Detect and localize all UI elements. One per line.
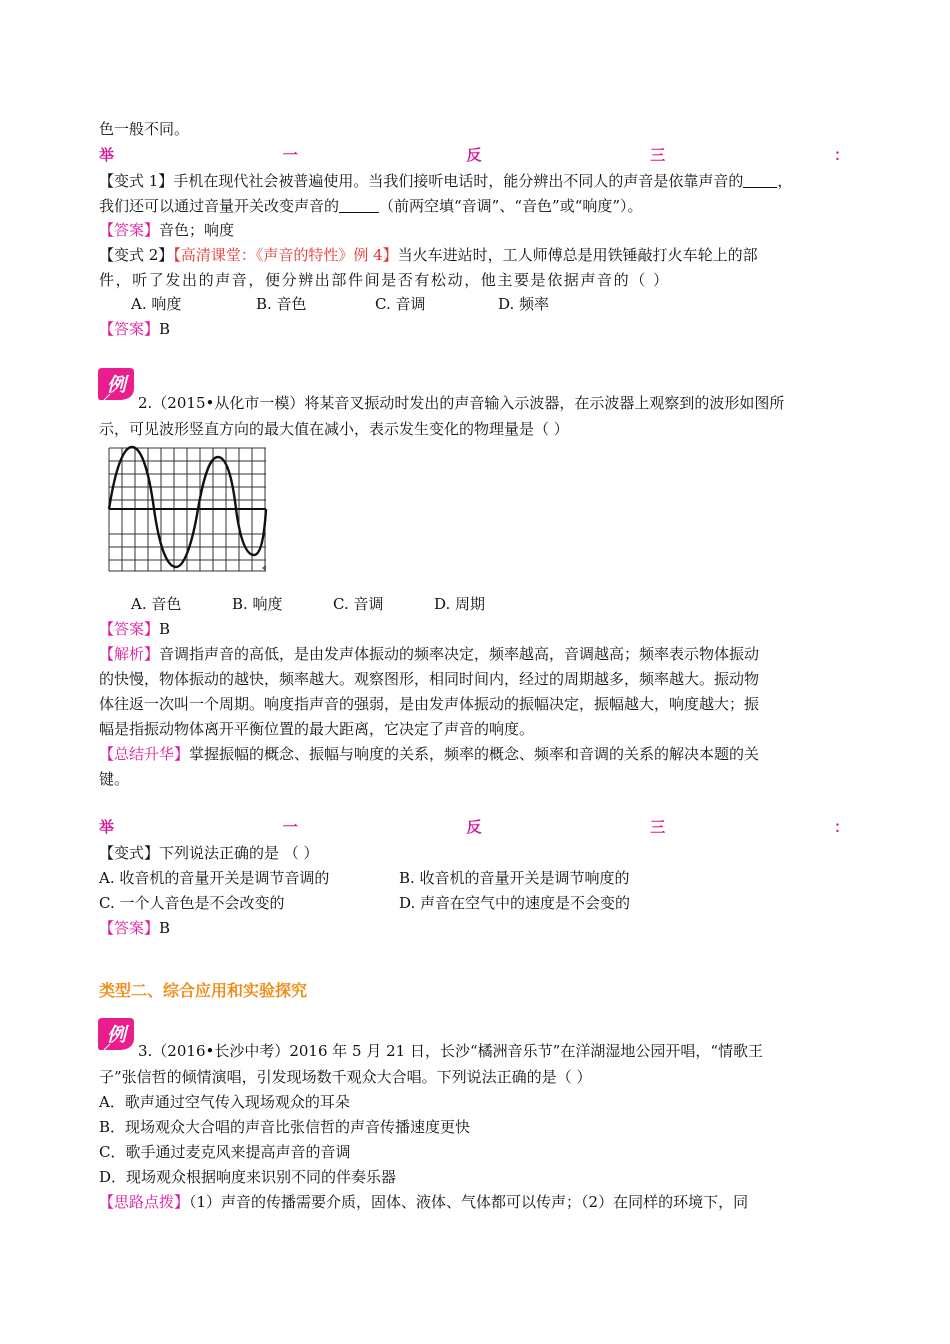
option-c: C. 音调 bbox=[375, 295, 426, 313]
option-a: A. 响度 bbox=[131, 295, 182, 313]
option-b: B. 音色 bbox=[256, 295, 307, 313]
option-d: D. 周期 bbox=[434, 595, 486, 613]
option-d: D. 声音在空气中的速度是不会变的 bbox=[399, 894, 631, 912]
variant3-tag: 【变式】 bbox=[99, 844, 160, 862]
option-a: A．歌声通过空气传入现场观众的耳朵 bbox=[99, 1093, 350, 1111]
example2-answer bbox=[99, 618, 170, 640]
variant1-tag: 【变式 1】 bbox=[99, 172, 174, 190]
summary-tag: 【总结升华】 bbox=[99, 745, 190, 763]
variant2-line1 bbox=[99, 244, 758, 266]
variant2-source: 【高清课堂：《声音的特性》例 4】 bbox=[173, 246, 398, 264]
answer-tag: 【答案】 bbox=[99, 221, 160, 239]
option-b: B．现场观众大合唱的声音比张信哲的声音传播速度更快 bbox=[99, 1118, 471, 1136]
option-c: C. 一个人音色是不会改变的 bbox=[99, 894, 285, 912]
heading-char: 一 bbox=[282, 146, 298, 164]
variant1-answer bbox=[99, 219, 234, 241]
section-heading-jyfs bbox=[99, 144, 849, 166]
heading-char: 一 bbox=[282, 818, 298, 836]
arrow-marker bbox=[262, 565, 266, 571]
answer-tag: 【答案】 bbox=[99, 320, 160, 338]
analysis-tag: 【解析】 bbox=[99, 645, 160, 663]
heading-char: 举 bbox=[99, 818, 115, 836]
analysis-line2: 的快慢，物体振动的越快，频率越大。观察图形，相同时间内，经过的周期越多，频率越大。振动物 bbox=[99, 670, 760, 688]
answer-tag: 【答案】 bbox=[99, 620, 160, 638]
variant2-line2: 件，听了发出的声音，便分辨出部件间是否有松动，他主要是依据声音的（ ） bbox=[99, 271, 670, 289]
hint-text: （1）声音的传播需要介质，固体、液体、气体都可以传声；（2）在同样的环境下，同 bbox=[189, 1193, 749, 1211]
example2-line2: 示，可见波形竖直方向的最大值在减小，表示发生变化的物理量是（ ） bbox=[99, 420, 569, 438]
option-a: A. 音色 bbox=[131, 595, 182, 613]
example2-line1: 2.（2015•从化市一模）将某音叉振动时发出的声音输入示波器，在示波器上观察到的波形如图所 bbox=[138, 394, 785, 412]
option-a: A. 收音机的音量开关是调节音调的 bbox=[99, 869, 330, 887]
answer-text: 音色；响度 bbox=[159, 221, 235, 239]
heading-char: 三 bbox=[650, 818, 666, 836]
heading-char: 反 bbox=[466, 818, 482, 836]
text-line: 色一般不同。 bbox=[99, 120, 190, 138]
analysis-line3: 体往返一次叫一个周期。响度指声音的强弱，是由发声体振动的振幅决定，振幅越大，响度越大；振 bbox=[99, 695, 760, 713]
example-badge-icon bbox=[96, 366, 136, 402]
heading-char: ： bbox=[833, 146, 849, 164]
option-c: C. 音调 bbox=[333, 595, 384, 613]
variant2-answer bbox=[99, 318, 170, 340]
heading-char: ： bbox=[833, 818, 849, 836]
variant2-tag: 【变式 2】 bbox=[99, 246, 174, 264]
section-heading-jyfs bbox=[99, 816, 849, 838]
badge-label: 例 bbox=[107, 374, 127, 396]
option-c: C．歌手通过麦克风来提高声音的音调 bbox=[99, 1143, 351, 1161]
option-d: D．现场观众根据响度来识别不同的伴奏乐器 bbox=[99, 1168, 397, 1186]
analysis-line1 bbox=[99, 643, 759, 665]
variant1-text: （前两空填“音调”、“音色”或“响度”）。 bbox=[379, 197, 643, 215]
variant1-line2 bbox=[99, 195, 643, 217]
variant2-text: 当火车进站时，工人师傅总是用铁锤敲打火车轮上的部 bbox=[397, 246, 758, 264]
answer-tag: 【答案】 bbox=[99, 919, 160, 937]
hint-line bbox=[99, 1191, 748, 1213]
example3-line2: 子”张信哲的倾情演唱，引发现场数千观众大合唱。下列说法正确的是（ ） bbox=[99, 1068, 592, 1086]
variant3-answer bbox=[99, 917, 170, 939]
oscilloscope-waveform-figure bbox=[106, 445, 270, 573]
option-d: D. 频率 bbox=[498, 295, 550, 313]
option-b: B. 收音机的音量开关是调节响度的 bbox=[399, 869, 630, 887]
heading-char: 三 bbox=[650, 146, 666, 164]
summary-text: 掌握振幅的概念、振幅与响度的关系，频率的概念、频率和音调的关系的解决本题的关 bbox=[189, 745, 760, 763]
answer-text: B bbox=[159, 620, 171, 638]
answer-text: B bbox=[159, 919, 171, 937]
example-badge-icon bbox=[96, 1016, 136, 1052]
answer-blank bbox=[339, 198, 379, 213]
heading-char: 反 bbox=[466, 146, 482, 164]
punct: ， bbox=[777, 172, 793, 190]
variant1-text: 我们还可以通过音量开关改变声音的 bbox=[99, 197, 340, 215]
example3-line1: 3.（2016•长沙中考）2016 年 5 月 21 日，长沙“橘洲音乐节”在洋湖湿地公园开唱，“情歌王 bbox=[138, 1042, 763, 1060]
summary-line2: 键。 bbox=[99, 770, 130, 788]
analysis-line4: 幅是指振动物体离开平衡位置的最大距离，它决定了声音的响度。 bbox=[99, 720, 535, 738]
answer-blank bbox=[743, 173, 777, 188]
variant1-text: 手机在现代社会被普遍使用。当我们接听电话时，能分辨出不同人的声音是依靠声音的 bbox=[173, 172, 744, 190]
section-title: 类型二、综合应用和实验探究 bbox=[99, 981, 308, 1000]
option-b: B. 响度 bbox=[232, 595, 283, 613]
analysis-text: 音调指声音的高低，是由发声体振动的频率决定，频率越高，音调越高；频率表示物体振动 bbox=[159, 645, 760, 663]
summary-line1 bbox=[99, 743, 759, 765]
heading-char: 举 bbox=[99, 146, 115, 164]
badge-label: 例 bbox=[107, 1024, 127, 1046]
variant3-question bbox=[99, 842, 319, 864]
variant1-line1 bbox=[99, 170, 792, 192]
answer-text: B bbox=[159, 320, 171, 338]
question-text: 下列说法正确的是 （ ） bbox=[159, 844, 319, 862]
hint-tag: 【思路点拨】 bbox=[99, 1193, 190, 1211]
